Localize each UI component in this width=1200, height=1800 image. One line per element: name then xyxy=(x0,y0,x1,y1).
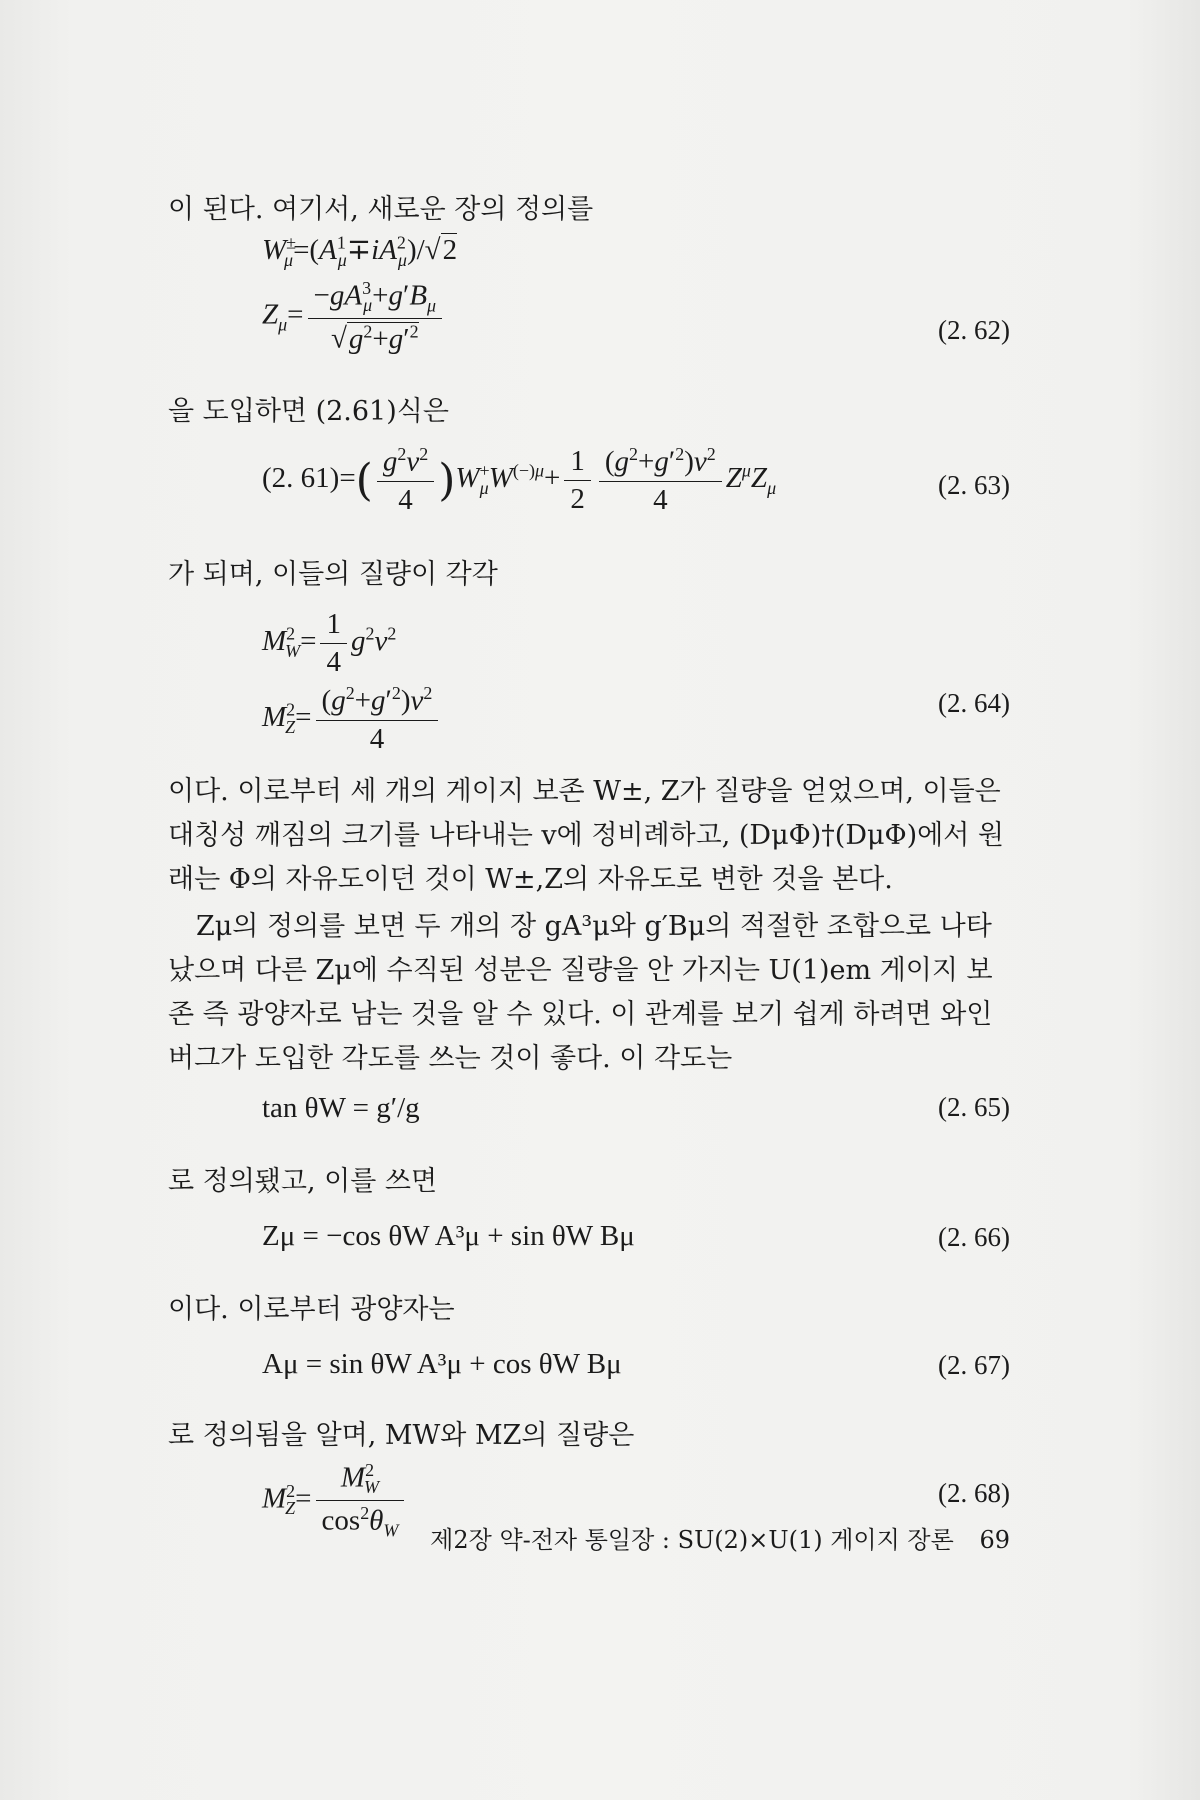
equation-z-def: $Z_\mu=$ $\frac{-gA^3_\mu+g'B_\mu}{√g^2+g'^2}$ xyxy=(262,278,457,356)
page-footer xyxy=(430,1520,1010,1555)
equation-2-62 xyxy=(262,232,457,356)
equation-2-66: Zμ = −cos θW A³μ + sin θW Bμ xyxy=(262,1220,635,1252)
text-line-intro: 이 된다. 여기서, 새로운 장의 정의를 xyxy=(168,194,594,225)
equation-number-2-67: (2. 67) xyxy=(938,1350,1010,1380)
equation-number-2-64: (2. 64) xyxy=(938,688,1010,718)
equation-number-2-68: (2. 68) xyxy=(938,1478,1010,1508)
equation-2-65: tan θW = g′/g xyxy=(262,1092,420,1124)
paragraph-weinberg xyxy=(168,905,1008,1081)
equation-number-2-66: (2. 66) xyxy=(938,1222,1010,1252)
text-line-mass-relation: 로 정의됨을 알며, MW와 MZ의 질량은 xyxy=(168,1420,635,1451)
page-number: 69 xyxy=(979,1526,1010,1554)
equation-mw: $M^2_W=$ $\frac{1}{4}$ $g^2v^2$ xyxy=(262,608,397,678)
text-line-masses: 가 되며, 이들의 질량이 각각 xyxy=(168,559,498,590)
equation-2-64 xyxy=(262,608,442,756)
equation-number-2-62: (2. 62) xyxy=(938,315,1010,345)
equation-number-2-63: (2. 63) xyxy=(938,470,1010,500)
text-line-photon: 이다. 이로부터 광양자는 xyxy=(168,1294,455,1325)
equation-number-2-65: (2. 65) xyxy=(938,1092,1010,1122)
equation-mz: $M^2_Z=$ $\frac{(g^2+g'^2)v^2}{4}$ xyxy=(262,683,442,756)
equation-2-67: Aμ = sin θW A³μ + cos θW Bμ xyxy=(262,1348,622,1380)
text-line-defined: 로 정의됐고, 이를 쓰면 xyxy=(168,1166,438,1197)
equation-2-63: (2. 61)=( $\frac{g^2v^2}{4}$ )$W^+_\mu W^{(-)\mu}+$ $\frac{1}{2}$ $\frac{(g^2+g'^2)v^2}{4}$ $Z^\mu Z_\mu$ xyxy=(262,444,777,516)
equation-w-def: $W^\pm_\mu=(A^1_\mu\mp iA^2_\mu)/√2$ xyxy=(262,232,458,270)
text-line-introduce: 을 도입하면 (2.61)식은 xyxy=(168,396,449,427)
equation-2-68: $M^2_Z=$ $\frac{M^2_W}{\cos^2\theta_W}$ xyxy=(262,1460,408,1542)
paragraph-gauge-boson: 이다. 이로부터 세 개의 게이지 보존 W±, Z가 질량을 얻었으며, 이들은 대칭성 깨짐의 크기를 나타내는 v에 정비례하고, (DμΦ)†(DμΦ)에서 원래는 Φ의 자유도이던 것이 W±,Z의 자유도로 변한 것을 본다. xyxy=(168,776,1005,895)
footer-chapter-title: 제2장 약-전자 통일장 : SU(2)×U(1) 게이지 장론 xyxy=(430,1526,954,1554)
paragraph-weinberg-text: Zμ의 정의를 보면 두 개의 장 gA³μ와 g′Bμ의 적절한 조합으로 나타났으며 다른 Zμ에 수직된 성분은 질량을 안 가지는 U(1)em 게이지 보존 즉 광양자로 남는 것을 알 수 있다. 이 관계를 보기 쉽게 하려면 와인버그가 도입한 각도를 쓰는 것이 좋다. 이 각도는 xyxy=(168,911,993,1074)
